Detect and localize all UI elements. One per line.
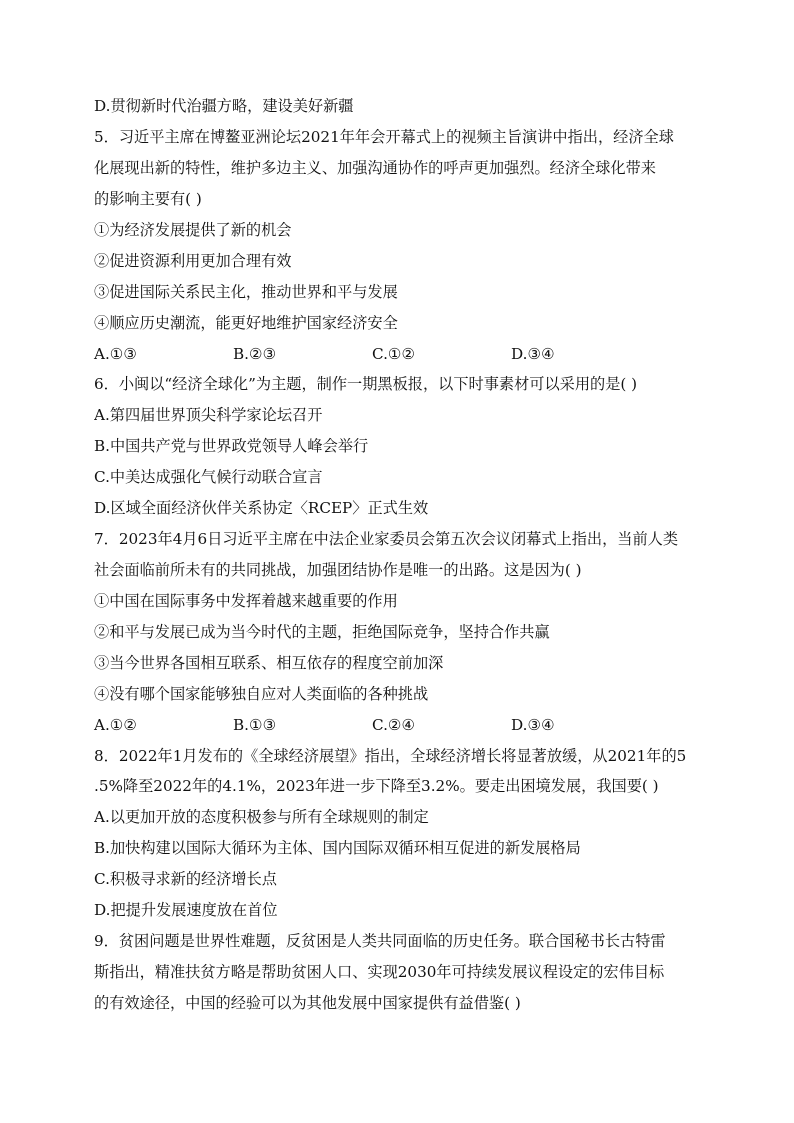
q7-statement-1: ①中国在国际事务中发挥着越来越重要的作用 — [94, 592, 398, 610]
q9-stem-line-1: 9．贫困问题是世界性难题，反贫困是人类共同面临的历史任务。联合国秘书长古特雷 — [94, 932, 666, 950]
q5-statement-1: ①为经济发展提供了新的机会 — [94, 221, 292, 239]
q5-options — [94, 344, 706, 364]
q5-statement-2: ②促进资源利用更加合理有效 — [94, 252, 292, 270]
q7-options — [94, 715, 706, 735]
q7-option-a: A.①② — [94, 716, 138, 734]
q5-stem-line-2: 化展现出新的特性，维护多边主义、加强沟通协作的呼声更加强烈。经济全球化带来 — [94, 159, 656, 177]
q6-option-b: B.中国共产党与世界政党领导人峰会举行 — [94, 437, 369, 455]
q6-option-d: D.区域全面经济伙伴关系协定〈RCEP〉正式生效 — [94, 499, 429, 517]
q5-stem-line-3: 的影响主要有( ) — [94, 190, 202, 208]
q7-option-c: C.②④ — [372, 716, 416, 734]
q8-stem-line-1: 8．2022年1月发布的《全球经济展望》指出，全球经济增长将显著放缓，从2021年的5 — [94, 747, 687, 765]
q7-statement-2: ②和平与发展已成为当今时代的主题，拒绝国际竞争，坚持合作共赢 — [94, 623, 550, 641]
q7-stem-line-1: 7．2023年4月6日习近平主席在中法企业家委员会第五次会议闭幕式上指出，当前人类 — [94, 530, 679, 548]
q8-option-c: C.积极寻求新的经济增长点 — [94, 870, 277, 888]
q5-option-b: B.②③ — [233, 345, 277, 363]
q5-statement-4: ④顺应历史潮流，能更好地维护国家经济安全 — [94, 314, 398, 332]
q4-option-d: D.贯彻新时代治疆方略，建设美好新疆 — [94, 97, 354, 115]
q9-stem-line-2: 斯指出，精准扶贫方略是帮助贫困人口、实现2030年可持续发展议程设定的宏伟目标 — [94, 963, 665, 981]
q8-option-a: A.以更加开放的态度积极参与所有全球规则的制定 — [94, 808, 429, 826]
q8-option-b: B.加快构建以国际大循环为主体、国内国际双循环相互促进的新发展格局 — [94, 839, 581, 857]
q5-option-c: C.①② — [372, 345, 416, 363]
q5-option-d: D.③④ — [511, 345, 555, 363]
q6-option-a: A.第四届世界顶尖科学家论坛召开 — [94, 406, 323, 424]
q7-statement-4: ④没有哪个国家能够独自应对人类面临的各种挑战 — [94, 685, 429, 703]
q7-stem-line-2: 社会面临前所未有的共同挑战，加强团结协作是唯一的出路。这是因为( ) — [94, 561, 582, 579]
q8-option-d: D.把提升发展速度放在首位 — [94, 901, 278, 919]
q5-option-a: A.①③ — [94, 345, 138, 363]
q9-stem-line-3: 的有效途径，中国的经验可以为其他发展中国家提供有益借鉴( ) — [94, 994, 521, 1012]
q6-option-c: C.中美达成强化气候行动联合宣言 — [94, 468, 323, 486]
q7-statement-3: ③当今世界各国相互联系、相互依存的程度空前加深 — [94, 654, 444, 672]
q7-option-d: D.③④ — [511, 716, 555, 734]
q8-stem-line-2: .5%降至2022年的4.1%，2023年进一步下降至3.2%。要走出困境发展，我国要( ) — [94, 777, 659, 795]
q6-stem: 6．小闽以“经济全球化”为主题，制作一期黑板报，以下时事素材可以采用的是( ) — [94, 375, 638, 393]
q7-option-b: B.①③ — [233, 716, 277, 734]
q5-stem-line-1: 5．习近平主席在博鳌亚洲论坛2021年年会开幕式上的视频主旨演讲中指出，经济全球 — [94, 128, 674, 146]
q5-statement-3: ③促进国际关系民主化，推动世界和平与发展 — [94, 283, 398, 301]
